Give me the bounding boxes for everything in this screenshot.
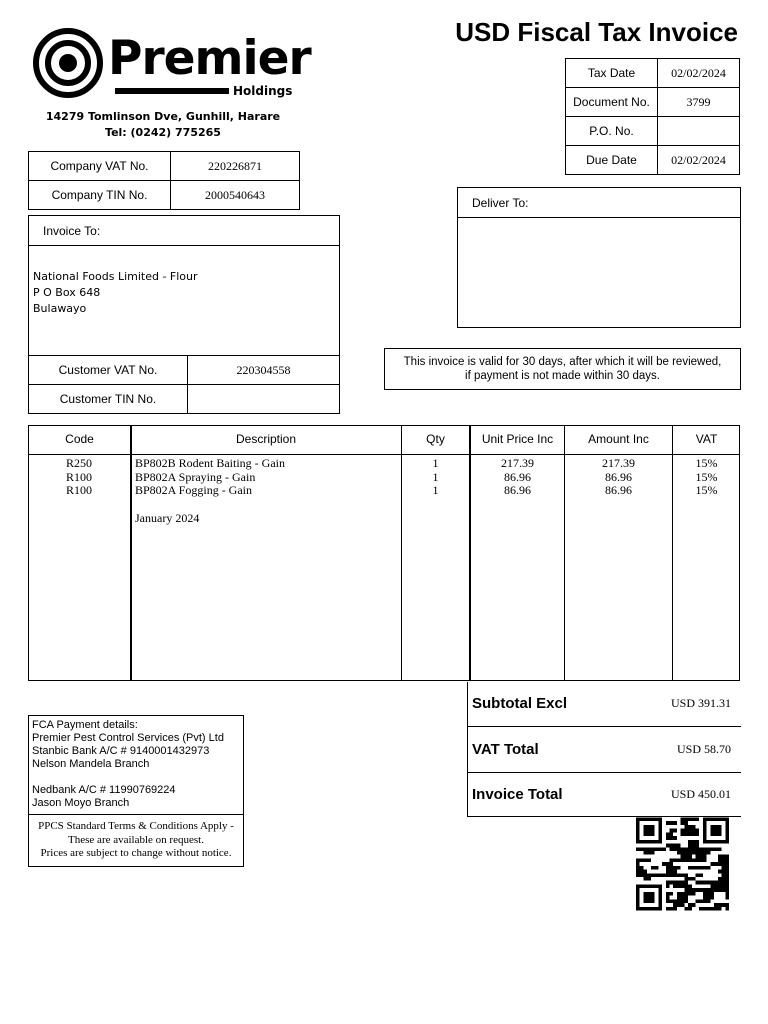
header-description: Description [235,432,297,446]
header-amount: Amount Inc [588,432,649,446]
deliver-to-header [458,188,740,218]
address-line: Bulawayo [33,302,87,315]
company-tin-label: Company TIN No. [29,181,171,210]
validity-line: This invoice is valid for 30 days, after which it will be reviewed, [403,356,722,368]
meta-row-document-no [566,88,740,117]
payment-details [32,719,224,810]
company-vat-value: 220226871 [171,152,300,181]
meta-value: 02/02/2024 [658,146,740,175]
totals-row-vat [468,726,742,772]
meta-label: P.O. No. [566,117,658,146]
row-description: BP802B Rodent Baiting - Gain [135,456,285,470]
row-amount: 86.96 [605,469,632,484]
customer-vat-value: 220304558 [188,356,340,385]
deliver-to-label: Deliver To: [472,196,529,210]
company-tax-table [28,151,300,210]
company-vat-label: Company VAT No. [29,152,171,181]
payment-details-box [28,715,244,867]
header-vat: VAT [695,432,718,446]
row-description: BP802A Spraying - Gain [135,469,256,484]
payment-line: Stanbic Bank A/C # 9140001432973 [32,745,210,757]
company-address: 14279 Tomlinson Dve, Gunhill, Harare [45,110,281,123]
terms-divider [29,814,243,815]
totals-row-subtotal [468,682,742,726]
customer-tin-row [29,385,340,414]
terms-line: Prices are subject to change without notice. [40,847,232,859]
company-logo-subname: Holdings [233,84,293,98]
subtotal-value: USD 391.31 [631,682,741,726]
meta-label: Due Date [566,146,658,175]
header-qty: Qty [426,432,445,446]
row-vat: 15% [695,483,718,497]
company-tin-row [29,181,300,210]
row-vat: 15% [695,469,718,484]
invoice-total-value: USD 450.01 [631,772,741,816]
meta-row-tax-date [566,59,740,88]
meta-label: Document No. [566,88,658,117]
header-code: Code [65,432,94,446]
line-items-table [28,425,740,681]
vat-total-value: USD 58.70 [631,726,741,772]
payment-line: Jason Moyo Branch [32,797,130,809]
header-unit-price: Unit Price Inc [481,432,554,446]
customer-vat-row [29,356,340,385]
payment-line: Nelson Mandela Branch [32,758,150,770]
meta-value: 3799 [658,88,740,117]
row-amount: 217.39 [602,456,635,470]
premier-logo-target-icon [33,28,103,98]
validity-line: if payment is not made within 30 days. [465,370,660,382]
invoice-meta-table [565,58,740,175]
column-divider [130,426,132,680]
address-line: National Foods Limited - Flour [33,270,198,283]
invoice-to-address [33,269,198,317]
billing-period: January 2024 [135,511,200,525]
row-amount: 86.96 [605,483,632,497]
customer-tin-label: Customer TIN No. [29,385,188,414]
row-description: BP802A Fogging - Gain [135,483,253,497]
invoice-to-header [29,216,339,246]
company-tel: Tel: (0242) 775265 [105,126,221,139]
address-line: P O Box 648 [33,286,101,299]
document-title: USD Fiscal Tax Invoice [455,17,738,47]
row-qty: 1 [432,483,439,497]
payment-line: FCA Payment details: [32,719,138,731]
customer-vat-label: Customer VAT No. [29,356,188,385]
payment-line: Nedbank A/C # 11990769224 [32,784,176,796]
row-unit-price: 217.39 [501,456,534,470]
row-qty: 1 [432,456,439,470]
company-tin-value: 2000540643 [171,181,300,210]
payment-line: Premier Pest Control Services (Pvt) Ltd [32,732,224,744]
row-code: R100 [66,469,93,484]
validity-note [384,348,741,390]
meta-value [658,117,740,146]
logo-underline [115,88,229,94]
terms-line: These are available on request. [68,833,204,846]
customer-tax-table [28,355,340,414]
qr-code-icon [636,816,729,912]
meta-row-due-date [566,146,740,175]
meta-value: 02/02/2024 [658,59,740,88]
row-unit-price: 86.96 [504,469,531,484]
row-code: R250 [66,456,93,470]
meta-label: Tax Date [566,59,658,88]
invoice-total-label: Invoice Total [468,772,631,816]
vat-total-label: VAT Total [468,726,631,772]
meta-row-po-no [566,117,740,146]
payment-line [32,771,224,784]
row-code: R100 [66,483,93,497]
customer-tin-value [188,385,340,414]
row-qty: 1 [432,469,439,484]
deliver-to-box [457,187,741,328]
row-vat: 15% [695,456,718,470]
subtotal-label: Subtotal Excl [468,682,631,726]
invoice-to-label: Invoice To: [43,224,101,238]
invoice-to-box [28,215,340,414]
terms-line: PPCS Standard Terms & Conditions Apply - [38,820,234,832]
row-unit-price: 86.96 [504,483,531,497]
company-vat-row [29,152,300,181]
totals-table [467,682,741,817]
terms-conditions [29,820,243,861]
company-logo-name: Premier [108,31,311,86]
totals-row-invoice [468,772,742,816]
